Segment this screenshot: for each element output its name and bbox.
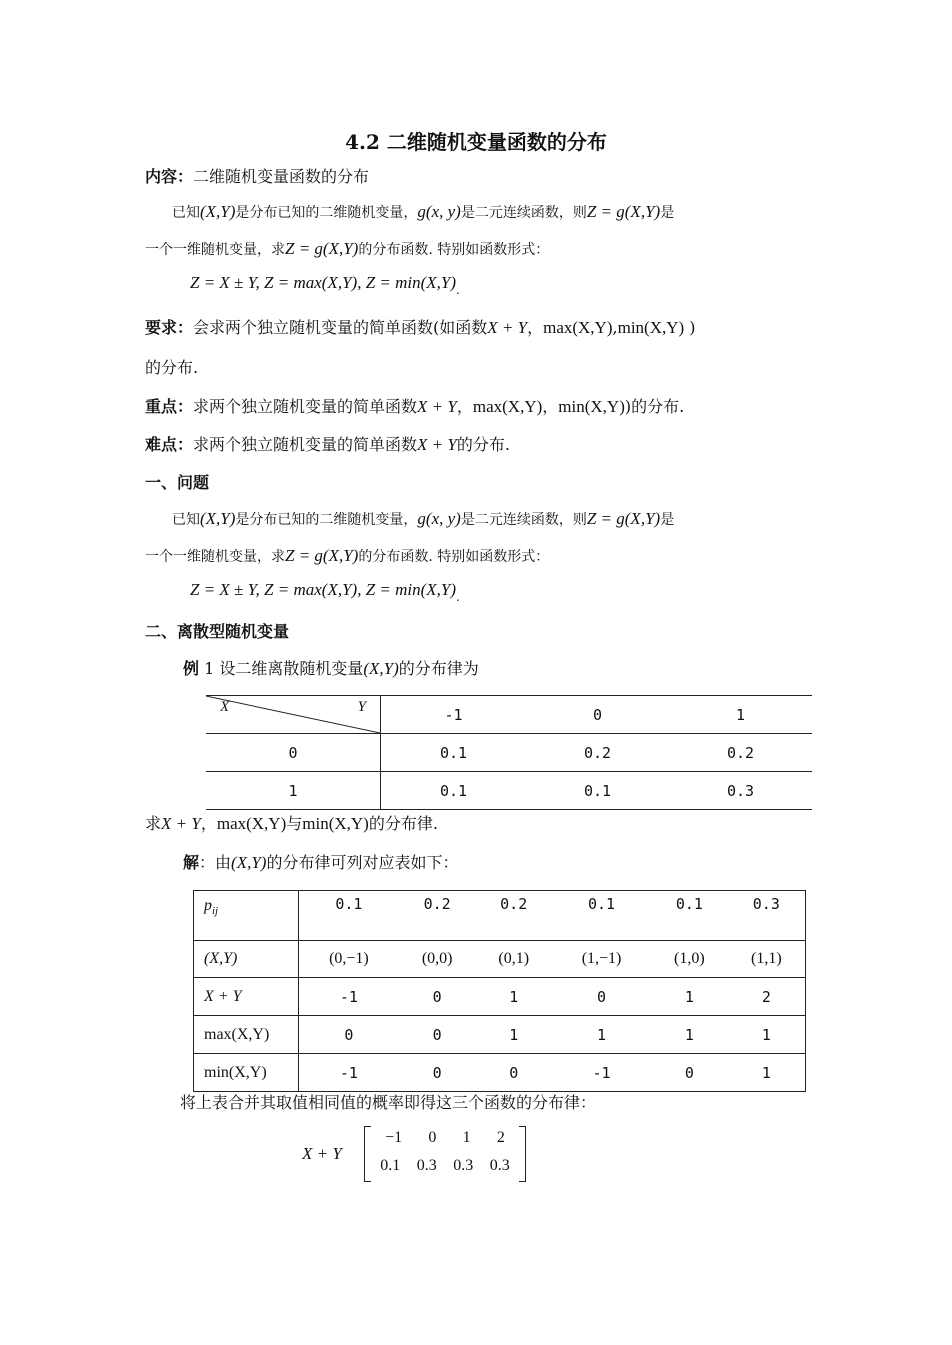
text: 是分布已知的二维随机变量， — [235, 205, 418, 221]
content-line — [145, 166, 369, 188]
table-cell: 1 — [651, 978, 728, 1016]
matrix-prob: 0.3 — [489, 1157, 510, 1174]
table-row — [194, 1016, 806, 1054]
text: )的分布. — [624, 397, 685, 416]
left-bracket — [364, 1126, 371, 1182]
table-cell: 0.2 — [669, 734, 812, 772]
requirement-line2: 的分布. — [145, 358, 199, 377]
math-gxy: g(x, y) — [417, 202, 461, 221]
corner-x-label: X — [220, 699, 230, 715]
joint-distribution-table — [206, 695, 812, 810]
math: X + Y — [417, 397, 457, 416]
corner-y-label: Y — [357, 699, 366, 715]
math-xy: (X,Y) — [231, 853, 267, 872]
math-zg: Z = g(X,Y) — [586, 202, 661, 221]
text: 的分布律可列对应表如下： — [266, 853, 459, 872]
content-label: 内容： — [145, 167, 194, 186]
text: 求两个独立随机变量的简单函数 — [193, 435, 418, 454]
requirement-line — [145, 317, 696, 339]
text: ：由 — [199, 853, 232, 872]
math: X + Y — [417, 435, 457, 454]
text: 1 设二维离散随机变量 — [199, 659, 364, 678]
table-cell: -1 — [299, 978, 399, 1016]
table-cell: -1 — [552, 1054, 651, 1092]
distribution-label: X + Y — [302, 1144, 342, 1163]
table-cell: (1,−1) — [552, 941, 651, 978]
math: X + Y — [161, 814, 201, 833]
formula-end: . — [456, 590, 460, 604]
table-cell: 0 — [299, 1016, 399, 1054]
math: max(X,Y) — [472, 397, 543, 416]
key-point-line — [145, 396, 684, 418]
table-cell: (1,0) — [651, 941, 728, 978]
matrix-value: 1 — [462, 1129, 471, 1146]
table-cell: (0,0) — [399, 941, 476, 978]
table-cell: (0,1) — [475, 941, 552, 978]
text: 求两个独立随机变量的简单函数 — [193, 397, 418, 416]
solution-table — [193, 890, 806, 1092]
table-cell: 0.2 — [526, 734, 669, 772]
table-cell: 2 — [728, 978, 806, 1016]
text: 是 — [660, 512, 675, 528]
text: , — [612, 318, 618, 337]
text: 求 — [145, 814, 162, 833]
text: ) — [684, 318, 696, 337]
row-label-min: min(X,Y) — [194, 1054, 299, 1092]
text: 一个一维随机变量，求 — [145, 242, 285, 258]
example-label: 例 — [183, 659, 200, 678]
math: min(X,Y) — [617, 318, 685, 337]
row-label-max: max(X,Y) — [194, 1016, 299, 1054]
text: 是二元连续函数，则 — [460, 205, 587, 221]
solution-line — [183, 852, 458, 874]
table-cell: 0.3 — [669, 772, 812, 810]
table-cell: 0 — [399, 1016, 476, 1054]
table-cell: 1 — [475, 1016, 552, 1054]
text: ， — [200, 814, 217, 833]
section2-heading: 二、离散型随机变量 — [145, 622, 290, 641]
requirement-label: 要求： — [145, 318, 194, 337]
key-point-label: 重点： — [145, 397, 194, 416]
math: min(X,Y) — [558, 397, 625, 416]
content-formula — [190, 273, 460, 297]
section1-formula — [190, 580, 460, 604]
matrix-value: 2 — [496, 1129, 505, 1146]
text: 一个一维随机变量，求 — [145, 549, 285, 565]
formula: Z = X ± Y, Z = max(X,Y), Z = min(X,Y) — [190, 273, 457, 292]
section1-heading: 一、问题 — [145, 473, 210, 492]
question-line — [145, 813, 438, 835]
content-para-line2 — [145, 238, 549, 261]
distribution-matrix — [364, 1126, 526, 1182]
table-cell: -1 — [299, 1054, 399, 1092]
table-cell: 1 — [651, 1016, 728, 1054]
table-cell: 0.1 — [381, 772, 527, 810]
table-cell: 1 — [728, 1054, 806, 1092]
row-header: 0 — [206, 734, 381, 772]
text: ， — [527, 318, 544, 337]
section1-para-line1 — [172, 508, 674, 531]
matrix-prob: 0.1 — [380, 1157, 401, 1174]
text: ， — [542, 397, 559, 416]
table-cell: 0.1 — [299, 891, 399, 941]
col-header: 1 — [669, 696, 812, 734]
page-title: 4.2 二维随机变量函数的分布 — [345, 130, 607, 154]
difficulty-line — [145, 434, 510, 456]
table-cell: 0 — [552, 978, 651, 1016]
math: max(X,Y) — [543, 318, 613, 337]
table-cell: 0 — [399, 1054, 476, 1092]
row-label-xy: (X,Y) — [194, 941, 299, 978]
matrix-probs-row — [372, 1157, 518, 1175]
text: 是二元连续函数，则 — [460, 512, 587, 528]
matrix-prob: 0.3 — [416, 1157, 437, 1174]
table-cell: 0.2 — [475, 891, 552, 941]
table-cell: 0 — [651, 1054, 728, 1092]
math-zg: Z = g(X,Y) — [285, 239, 359, 258]
example-line — [183, 658, 479, 680]
corner-cell — [206, 696, 381, 734]
matrix-value: 0 — [428, 1129, 437, 1146]
math-xy: (X,Y) — [200, 202, 236, 221]
math: max(X,Y) — [216, 814, 287, 833]
table-cell: 0 — [399, 978, 476, 1016]
table-cell: 1 — [728, 1016, 806, 1054]
text: 的分布函数. 特别如函数形式： — [358, 242, 550, 258]
matrix-values-row — [372, 1129, 518, 1147]
table-row — [194, 891, 806, 941]
math-gxy: g(x, y) — [417, 509, 461, 528]
math-zg: Z = g(X,Y) — [586, 509, 661, 528]
table-header-row — [206, 696, 812, 734]
table-row — [194, 941, 806, 978]
table-row — [206, 772, 812, 810]
table-row — [194, 978, 806, 1016]
math: X + Y — [487, 318, 528, 337]
table-row — [206, 734, 812, 772]
text: 是分布已知的二维随机变量， — [235, 512, 418, 528]
row-header: 1 — [206, 772, 381, 810]
text: 的分布律. — [368, 814, 438, 833]
text: ， — [456, 397, 473, 416]
math-xy: (X,Y) — [200, 509, 236, 528]
text: 与 — [286, 814, 303, 833]
formula: Z = X ± Y, Z = max(X,Y), Z = min(X,Y) — [190, 580, 457, 599]
table-cell: (1,1) — [728, 941, 806, 978]
col-header: 0 — [526, 696, 669, 734]
table-cell: 0 — [475, 1054, 552, 1092]
content-para-line1 — [172, 201, 674, 224]
table-cell: 1 — [552, 1016, 651, 1054]
matrix-value: −1 — [385, 1129, 403, 1146]
table-cell: 0.1 — [552, 891, 651, 941]
table-cell: (0,−1) — [299, 941, 399, 978]
text: 的分布. — [456, 435, 510, 454]
content-text: 二维随机变量函数的分布 — [193, 167, 370, 186]
table-cell: 0.2 — [399, 891, 476, 941]
table-row — [194, 1054, 806, 1092]
solution-label: 解 — [183, 853, 200, 872]
right-bracket — [519, 1126, 526, 1182]
row-label-sum: X + Y — [194, 978, 299, 1016]
table-cell: 0.1 — [381, 734, 527, 772]
difficulty-label: 难点： — [145, 435, 194, 454]
text: 是 — [660, 205, 675, 221]
text: 已知 — [172, 512, 200, 528]
row-label-pij: $p_{ij}$ — [194, 891, 299, 941]
table-cell: 0.1 — [651, 891, 728, 941]
formula-end: . — [456, 283, 460, 297]
merge-text: 将上表合并其取值相同值的概率即得这三个函数的分布律： — [180, 1093, 597, 1112]
math: min(X,Y) — [302, 814, 369, 833]
text: 已知 — [172, 205, 200, 221]
text: 的分布函数. 特别如函数形式： — [358, 549, 550, 565]
table-cell: 0.3 — [728, 891, 806, 941]
matrix-prob: 0.3 — [453, 1157, 474, 1174]
text: 会求两个独立随机变量的简单函数(如函数 — [193, 318, 488, 337]
text: 的分布律为 — [398, 659, 479, 678]
section1-para-line2 — [145, 545, 549, 568]
diagonal-line — [206, 696, 380, 733]
table-cell: 1 — [475, 978, 552, 1016]
col-header: -1 — [381, 696, 527, 734]
math-zg: Z = g(X,Y) — [285, 546, 359, 565]
math-xy: (X,Y) — [363, 659, 399, 678]
table-cell: 0.1 — [526, 772, 669, 810]
